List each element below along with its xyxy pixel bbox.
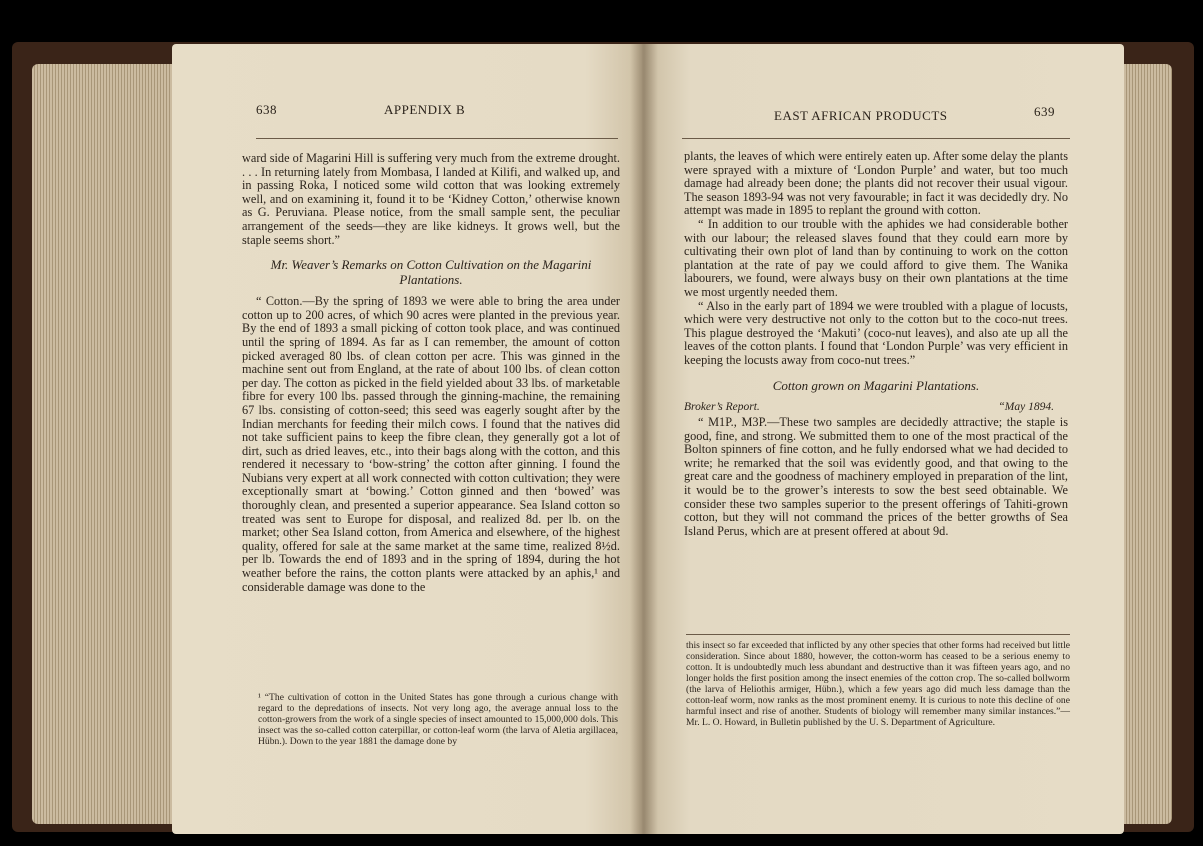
right-header-rule [682, 138, 1070, 139]
open-book [12, 28, 1194, 828]
report-header-line [684, 401, 1068, 415]
left-footnote [258, 692, 618, 747]
left-section-title: Mr. Weaver’s Remarks on Cotton Cultivation on the Magarini Plantations. [270, 257, 592, 288]
left-running-head: APPENDIX B [384, 102, 466, 117]
page-edges-left [32, 64, 192, 824]
left-footnote-text: ¹ “The cultivation of cotton in the United States has gone through a curious change with regard to the depredations of insects. Not very long ago, the average annual loss to the cotton-growers from the work of a single species of insect amounted to 15,000,000 dols. This insect was the so-called cotton caterpillar, or cotton-leaf worm (the larva of Aletia argillacea, Hübn.). Down to the year 1881 the damage done by [258, 692, 618, 747]
left-opening-paragraph: ward side of Magarini Hill is suffering very much from the extreme drought. . . . In returning lately from Mombasa, I landed at Kilifi, and walked up, and in passing Roka, I noticed some wild cotton that was looking extremely well, and on examining it, found it to be ‘Kidney Cotton,’ otherwise known as G. Peruviana. Please notice, from the small sample sent, the peculiar arrangement of the seeds—they are like kidneys. It grows well, but the staple seems short.” [242, 151, 620, 247]
right-section-title: Cotton grown on Magarini Plantations. [772, 377, 980, 393]
right-body-paragraph-3: “ Also in the early part of 1894 we were troubled with a plague of locusts, which were very destructive not only to the cotton but to the coco-nut trees. This plague destroyed the ‘Makuti’ (coco-nut leaves), and also ate up all the leaves of the cotton plants. I found that ‘London Purple’ was very efficient in keeping the locusts away from coco-nut trees.” [684, 298, 1068, 367]
right-page-number: 639 [1034, 104, 1055, 119]
right-footnote [686, 640, 1070, 728]
report-label: Broker’s Report. [684, 400, 760, 413]
left-page [172, 44, 642, 834]
left-header-rule [256, 138, 618, 139]
report-body-paragraph: “ M1P., M3P.—These two samples are decidedly attractive; the staple is good, fine, and strong. We submitted them to one of the most practical of the Bolton spinners of fine cotton, and he fully endorsed what we had decided to write; he remarked that the soil was evidently good, and that owing to the great care and the goodness of machinery employed in preparation of the lint, it would be to the grower’s interests to sow the best seed obtainable. We consider these two samples superior to the present offerings of Tahiti-grown cotton, but they will not command the prices of the better growths of Sea Island Perus, which are at present offered at about 9d. [684, 415, 1068, 538]
right-running-head: EAST AFRICAN PRODUCTS [774, 108, 948, 123]
right-page [642, 44, 1124, 834]
right-footnote-text: this insect so far exceeded that inflicted by any other species that other forms had received but little consideration. Since about 1880, however, the cotton-worm has ceased to be a serious enemy to cotton. It is undoubtedly much less abundant and destructive than it was fifteen years ago, and no longer holds the first position among the insect enemies of the cotton crop. The so-called bollworm (the larva of Heliothis armiger, Hübn.), which a few years ago did much less damage than the cotton-leaf worm, now ranks as the most prominent enemy. It is curious to note this decline of one harmful insect and rise of another. Students of biology will remember many similar instances.”—Mr. L. O. Howard, in Bulletin published by the U. S. Department of Agriculture. [686, 640, 1070, 728]
left-body-paragraph: “ Cotton.—By the spring of 1893 we were able to bring the area under cotton up to 200 acres, of which 90 acres were planted in the previous year. By the end of 1893 a small picking of cotton took place, and was continued until the spring of 1894. As far as I can remember, the amount of cotton picked averaged 80 lbs. of clean cotton per acre. This was ginned in the machine sent out from England, at the rate of about 100 lbs. of clean cotton per day. The cotton as picked in the field yielded about 33 lbs. of marketable fibre for every 100 lbs. passed through the ginning-machine, the remaining 67 lbs. consisting of cotton-seed; this seed was eagerly sought after by the Indian merchants for feeding their milch cows. I found that the natives did not take sufficient pains to keep the fibre clean, they generally got a lot of dirt, such as dried leaves, etc., into their bags along with the cotton, and this rendered it necessary to ‘bow-string’ the cotton after ginning. I found the Nubians very expert at all work connected with cotton cultivation; they were exceptionally smart at ‘bowing.’ Cotton ginned and then ‘bowed’ was thoroughly clean, and presented a superior appearance. Sea Island cotton so treated was sent to Europe for disposal, and realized 8d. per lb. on the market; other Sea Island cotton, from America and elsewhere, of the highest quality, offered for sale at the same market at the same time, realized 8½d. per lb. Towards the end of 1893 and in the spring of 1894, during the hot weather before the rains, the cotton plants were attacked by an aphis,¹ and considerable damage was done to the [242, 294, 620, 594]
right-body-paragraph-1: plants, the leaves of which were entirely eaten up. After some delay the plants were sprayed with a mixture of ‘London Purple’ and water, but too much damage had already been done; the plants did not recover their usual vigour. The season 1893-94 was not very favourable; in fact it was decidedly dry. No attempt was made in 1895 to replant the ground with cotton. [684, 149, 1068, 218]
right-footnote-rule [686, 634, 1070, 635]
right-body-paragraph-2: “ In addition to our trouble with the aphides we had considerable bother with our labour; the released slaves found that they could earn more by cultivating their own plot of land than by continuing to work on the cotton plantation at the rate of pay we could afford to give them. The Wanika labourers, we found, were always busy on their own plantations at the time we most urgently needed them. [684, 216, 1068, 299]
book-gutter-shadow [630, 44, 658, 834]
left-page-number: 638 [256, 102, 277, 117]
report-date: “May 1894. [998, 400, 1054, 413]
right-text-block [684, 150, 1068, 538]
left-text-block [242, 152, 620, 594]
